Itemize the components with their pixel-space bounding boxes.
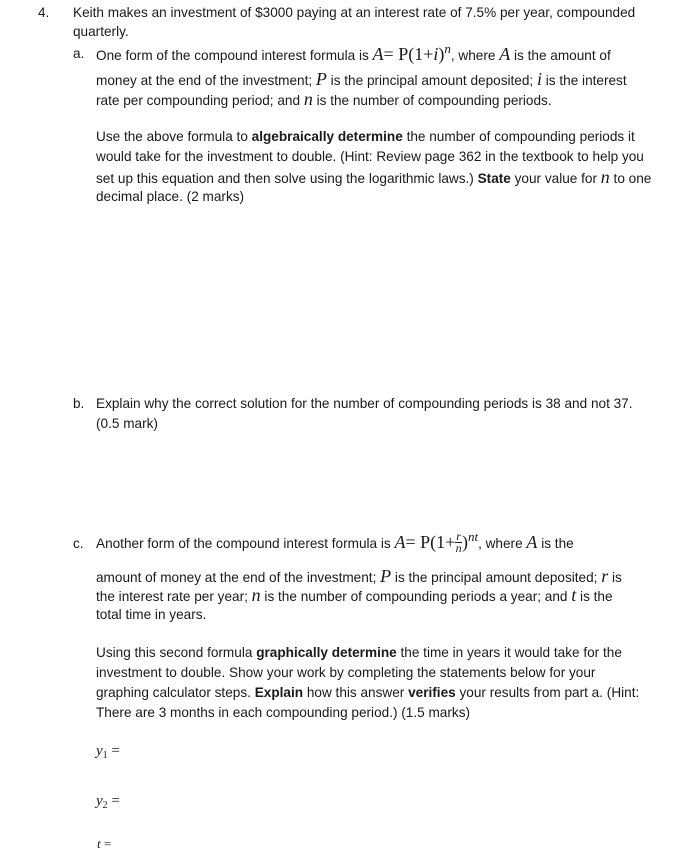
t-equals: =	[100, 836, 112, 851]
part-b-label: b.	[73, 396, 85, 411]
part-a-task-line3: set up this equation and then solve using the logarithmic laws.) State your value for n to one	[96, 167, 652, 187]
formula-exponent: nt	[467, 529, 479, 544]
part-a-task-line2: would take for the investment to double. (Hint: Review page 362 in the textbook to help you	[96, 149, 644, 164]
var-n: n	[303, 89, 313, 109]
question-text-line2: quarterly.	[73, 24, 129, 39]
emphasis-graphically: graphically determine	[256, 645, 397, 660]
var-n: n	[251, 585, 261, 605]
formula-var-i: i	[433, 44, 439, 64]
part-c-def-line1: amount of money at the end of the investment; P is the principal amount deposited; r is	[96, 566, 622, 586]
y1-var: y	[96, 743, 103, 759]
formula-var-A: A	[394, 532, 406, 552]
emphasis-algebraically: algebraically determine	[251, 129, 403, 144]
part-c-task-line1: Using this second formula graphically determine the time in years it would take for the	[96, 645, 622, 660]
emphasis-explain: Explain	[254, 685, 304, 700]
part-c-def-line3: total time in years.	[96, 607, 207, 622]
t-var: t	[97, 836, 101, 851]
var-r: r	[601, 566, 609, 586]
formula-body: = P(1+	[383, 44, 434, 64]
part-c-task-line2: investment to double. Show your work by completing the statements below for your	[96, 665, 596, 680]
y1-equals: =	[107, 743, 120, 759]
part-c-intro: Another form of the compound interest formula is A= P(1+ $\frac{r}{n}$ )nt, where A is the	[96, 528, 574, 555]
fraction-numerator: r	[456, 528, 461, 543]
y2-subscript: 2	[102, 800, 108, 811]
formula-close: )	[438, 44, 445, 64]
part-a-label: a.	[73, 46, 85, 61]
var-t: t	[571, 585, 577, 605]
part-a-intro: One form of the compound interest formula is A= P(1+i)n, where A is the amount of	[96, 41, 611, 64]
y1-statement	[96, 741, 120, 763]
formula-exponent: n	[444, 41, 451, 56]
formula-fraction	[455, 528, 462, 555]
t-statement	[97, 834, 111, 854]
part-b-line2: (0.5 mark)	[96, 416, 158, 431]
y1-subscript: 1	[102, 750, 108, 761]
var-n: n	[600, 167, 610, 187]
part-a-def-line2: rate per compounding period; and n is the number of compounding periods.	[96, 89, 552, 109]
var-P: P	[315, 69, 327, 89]
question-number: 4.	[38, 5, 50, 20]
part-b-line1: Explain why the correct solution for the number of compounding periods is 38 and not 37.	[96, 396, 633, 411]
part-c-task-line4: There are 3 months in each compounding period.) (1.5 marks)	[96, 705, 471, 720]
part-a-def-line1: money at the end of the investment; P is the principal amount deposited; i is the interest	[96, 69, 627, 89]
formula-close: )	[461, 532, 468, 552]
fraction-denominator: n	[455, 540, 462, 555]
part-c-label: c.	[73, 536, 84, 551]
part-c-task-line3: graphing calculator steps. Explain how this answer verifies your results from part a. (Hint:	[96, 685, 640, 700]
var-P: P	[380, 566, 392, 586]
part-c-def-line2: the interest rate per year; n is the number of compounding periods a year; and t is the	[96, 585, 613, 605]
formula-body: = P(1+	[405, 532, 456, 552]
y2-equals: =	[107, 793, 120, 809]
y2-statement	[96, 791, 120, 813]
y2-var: y	[96, 793, 103, 809]
question-text-line1: Keith makes an investment of $3000 paying at an interest rate of 7.5% per year, compounded	[73, 5, 636, 20]
emphasis-verifies: verifies	[408, 685, 456, 700]
emphasis-state: State	[477, 171, 511, 186]
part-a-task-line1: Use the above formula to algebraically determine the number of compounding periods it	[96, 129, 635, 144]
part-a-task-line4: decimal place. (2 marks)	[96, 189, 245, 204]
var-A: A	[526, 532, 538, 552]
var-A: A	[499, 44, 511, 64]
var-i: i	[536, 69, 542, 89]
formula-var-A: A	[372, 44, 384, 64]
